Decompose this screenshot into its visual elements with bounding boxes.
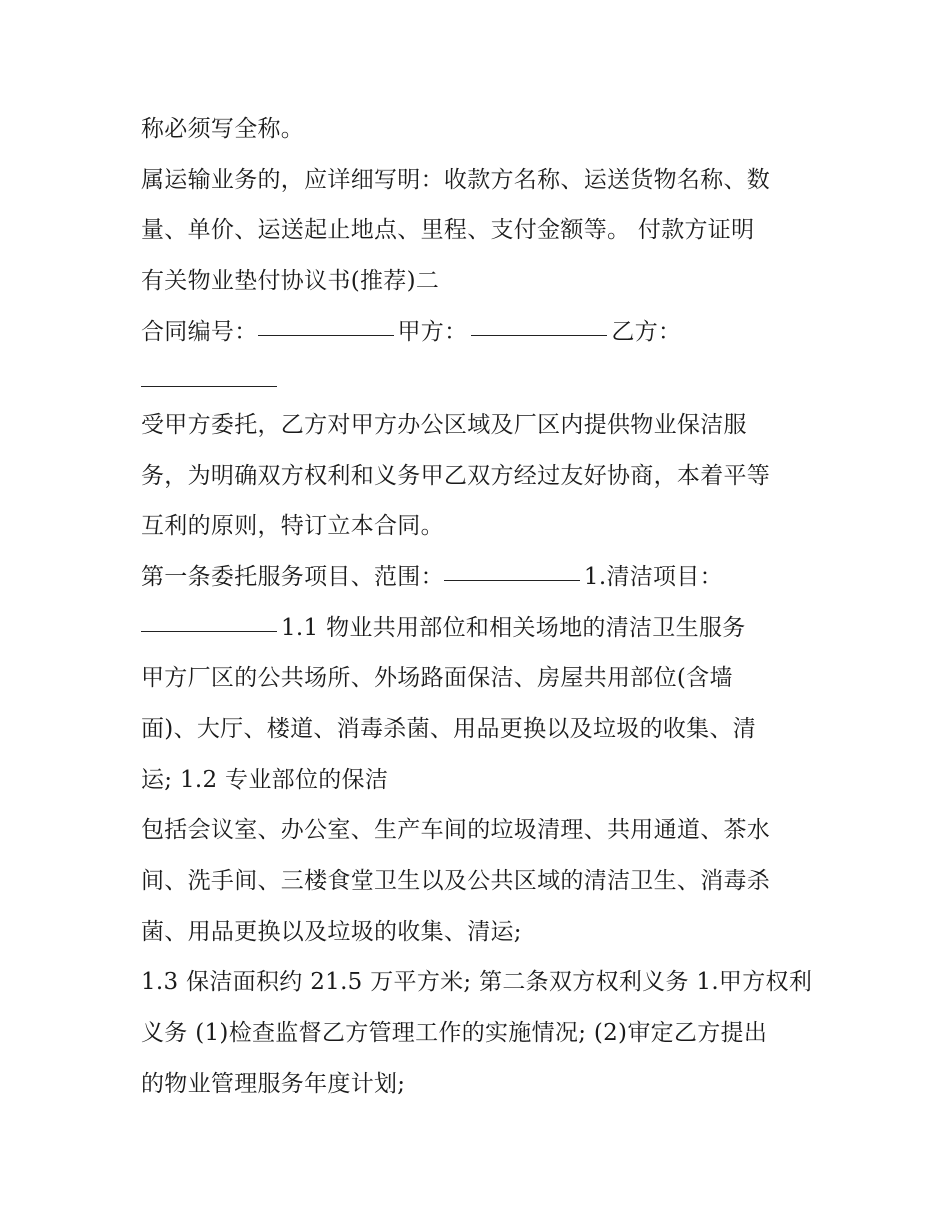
text-line: 称必须写全称。 (141, 116, 305, 142)
service-scope-blank (444, 579, 580, 581)
text-line: 面)、大厅、楼道、消毒杀菌、用品更换以及垃圾的收集、清 (141, 716, 757, 742)
party-a-blank (471, 334, 607, 336)
text-line: 的物业管理服务年度计划; (141, 1071, 406, 1097)
article-one-line (141, 559, 821, 595)
cleaning-items-line (141, 610, 821, 646)
party-a-label: 甲方： (397, 319, 468, 345)
contract-number-blank (258, 334, 394, 336)
text-line: 1.3 保洁面积约 21.5 万平方米; 第二条双方权利义务 1.甲方权利 (141, 969, 813, 995)
text-line: 义务 (1)检查监督乙方管理工作的实施情况; (2)审定乙方提出 (141, 1020, 768, 1046)
cleaning-items-blank (141, 630, 277, 632)
text-line: 间、洗手间、三楼食堂卫生以及公共区域的清洁卫生、消毒杀 (141, 868, 771, 894)
text-line: 务，为明确双方权利和义务甲乙双方经过友好协商，本着平等 (141, 463, 771, 489)
party-b-blank (141, 385, 277, 387)
text-line: 有关物业垫付协议书(推荐)二 (141, 268, 440, 294)
text-line: 菌、用品更换以及垃圾的收集、清运; (141, 919, 522, 945)
text-line: 运; 1.2 专业部位的保洁 (141, 767, 389, 793)
party-b-label: 乙方： (611, 319, 682, 345)
text-line: 受甲方委托，乙方对甲方办公区域及厂区内提供物业保洁服 (141, 412, 747, 438)
cleaning-items-label: 1.清洁项目： (583, 564, 723, 590)
text-line: 互利的原则，特订立本合同。 (141, 513, 444, 539)
text-line: 甲方厂区的公共场所、外场路面保洁、房屋共用部位(含墙 (141, 665, 733, 691)
contract-header-line (141, 314, 821, 350)
article-one-label: 第一条委托服务项目、范围： (141, 564, 444, 590)
item-1-1-label: 1.1 物业共用部位和相关场地的清洁卫生服务 (281, 615, 746, 641)
text-line: 包括会议室、办公室、生产车间的垃圾清理、共用通道、茶水 (141, 817, 771, 843)
party-b-blank-line (141, 365, 821, 401)
contract-number-label: 合同编号： (141, 319, 258, 345)
text-line: 属运输业务的，应详细写明：收款方名称、运送货物名称、数 (141, 167, 771, 193)
text-line: 量、单价、运送起止地点、里程、支付金额等。 付款方证明 (141, 217, 755, 243)
